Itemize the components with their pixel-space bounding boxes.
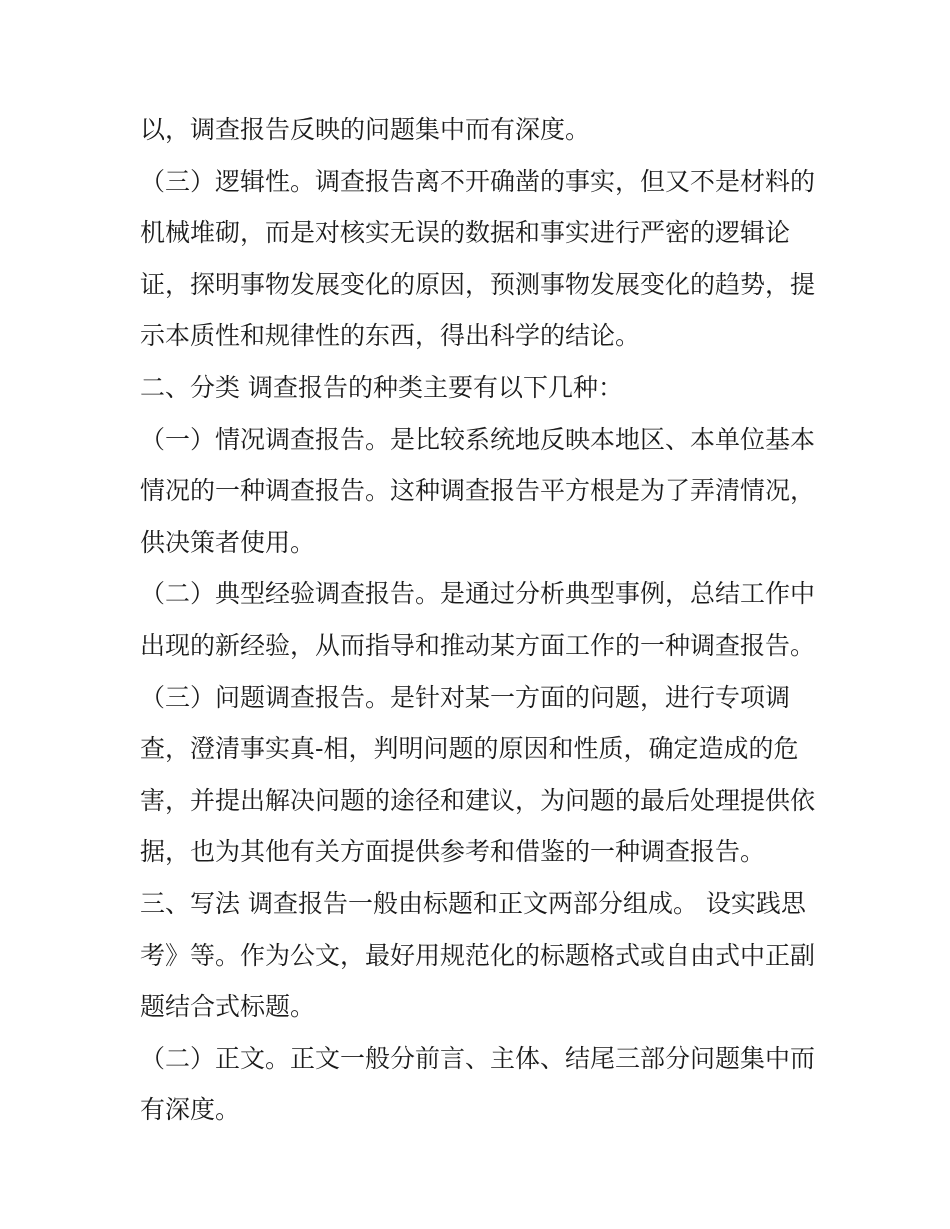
text-line: 机械堆砌，而是对核实无误的数据和事实进行严密的逻辑论: [140, 218, 791, 248]
text-line: 查，澄清事实真-相，判明问题的原因和性质，确定造成的危: [140, 734, 799, 764]
section-heading-writing: 三、写法 调查报告一般由标题和正文两部分组成。 设实践思: [140, 888, 806, 918]
section-heading-classification: 二、分类 调查报告的种类主要有以下几种：: [140, 372, 623, 402]
text-line: 害，并提出解决问题的途径和建议，为问题的最后处理提供依: [140, 785, 816, 815]
text-line: 示本质性和规律性的东西，得出科学的结论。: [140, 321, 641, 351]
body-text: [140, 104, 820, 1136]
text-line: 出现的新经验，从而指导和推动某方面工作的一种调查报告。: [140, 630, 816, 660]
text-line: （三）问题调查报告。是针对某一方面的问题，进行专项调: [140, 682, 791, 712]
text-line: 题结合式标题。: [140, 992, 316, 1022]
text-line: 考》等。作为公文，最好用规范化的标题格式或自由式中正副: [140, 940, 816, 970]
text-line: 有深度。: [140, 1095, 241, 1125]
text-line: 据，也为其他有关方面提供参考和借鉴的一种调查报告。: [140, 837, 766, 867]
text-line: 证，探明事物发展变化的原因，预测事物发展变化的趋势，提: [140, 269, 816, 299]
text-line: （三）逻辑性。调查报告离不开确凿的事实，但又不是材料的: [140, 166, 816, 196]
text-line: 情况的一种调查报告。这种调查报告平方根是为了弄清情况，: [140, 476, 816, 506]
text-line: （一）情况调查报告。是比较系统地反映本地区、本单位基本: [140, 424, 816, 454]
text-line: 供决策者使用。: [140, 527, 316, 557]
text-line: （二）典型经验调查报告。是通过分析典型事例，总结工作中: [140, 579, 816, 609]
text-line: （二）正文。正文一般分前言、主体、结尾三部分问题集中而: [140, 1043, 816, 1073]
text-line: 以，调查报告反映的问题集中而有深度。: [140, 115, 591, 144]
